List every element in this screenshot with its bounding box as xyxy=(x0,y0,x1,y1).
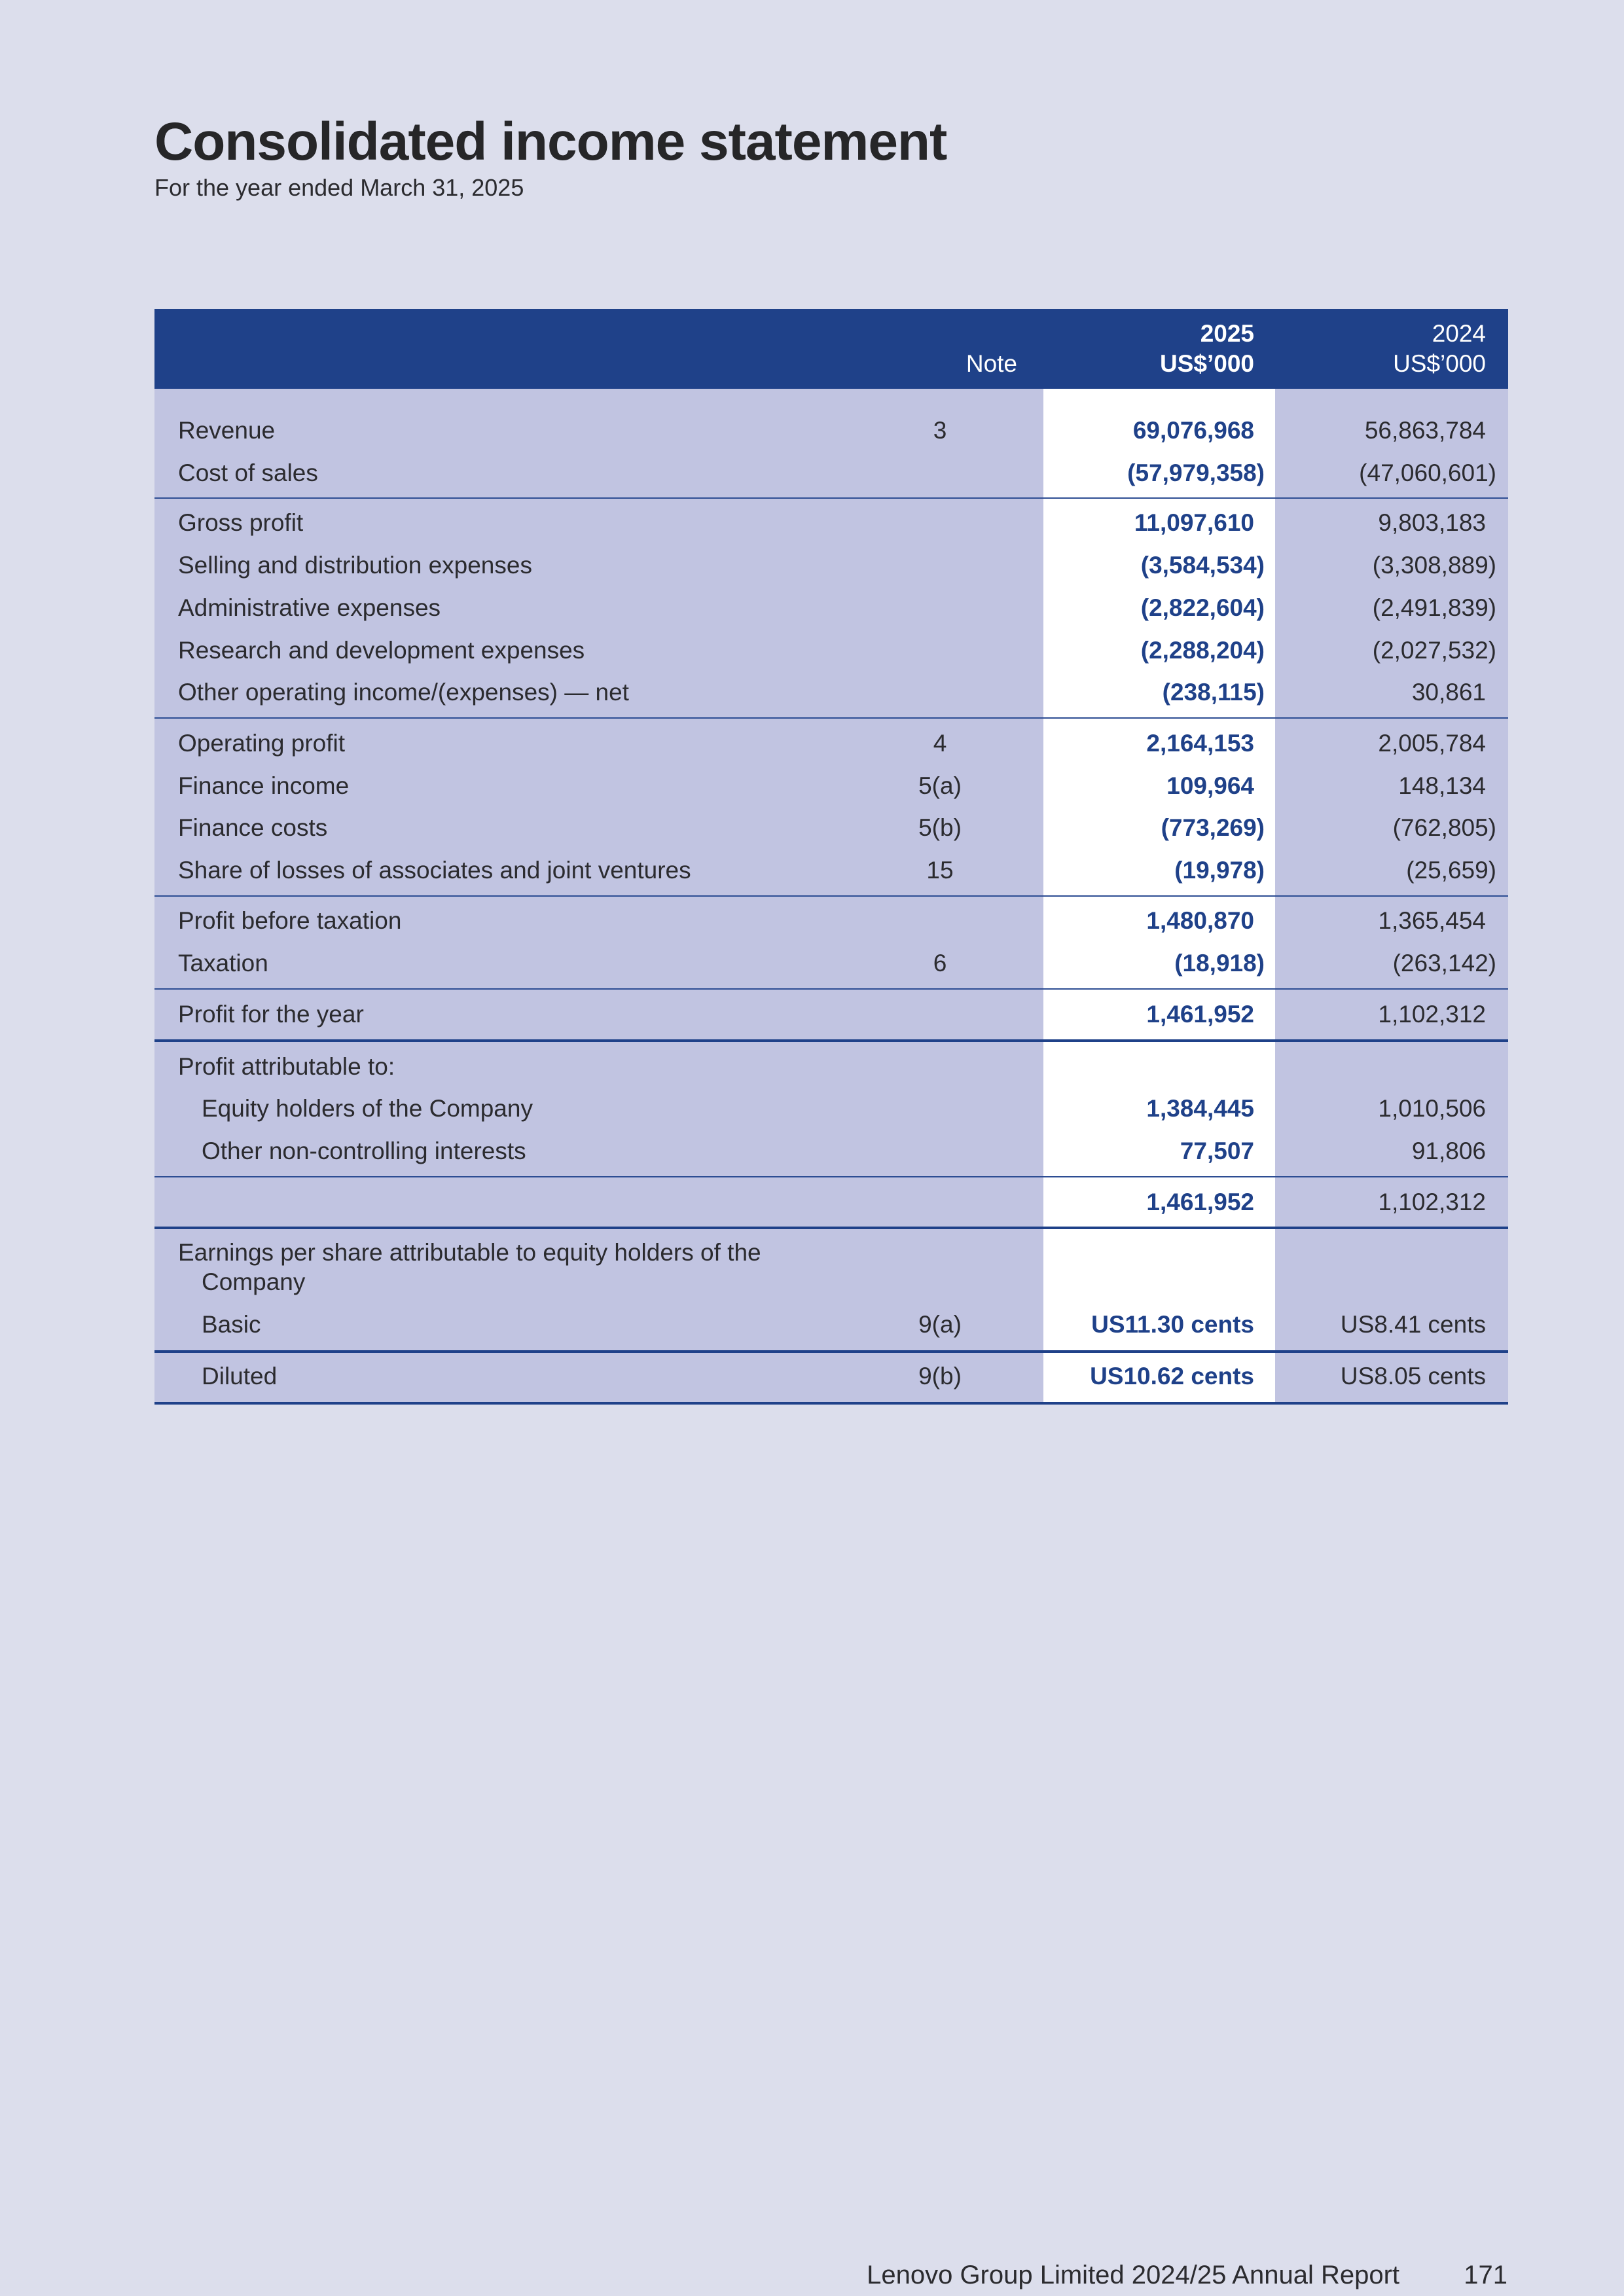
row-current-value: US11.30 cents xyxy=(1091,1311,1254,1338)
row-label: Profit before taxation xyxy=(178,907,402,934)
table-row xyxy=(154,1306,1508,1343)
row-current-value: (19,978) xyxy=(1174,857,1265,884)
table-row xyxy=(154,1358,1508,1395)
header-current-unit: US$’000 xyxy=(1160,350,1254,377)
row-label: Other non-controlling interests xyxy=(202,1138,526,1164)
table-row xyxy=(154,768,1508,804)
table-row xyxy=(154,455,1508,492)
row-current-value: (2,288,204) xyxy=(1140,637,1265,664)
table-row xyxy=(154,1184,1508,1221)
row-current-value: 11,097,610 xyxy=(1134,509,1254,536)
row-note: 9(b) xyxy=(918,1363,962,1390)
table-row xyxy=(154,945,1508,982)
row-current-value: 77,507 xyxy=(1180,1138,1254,1164)
row-label: Diluted xyxy=(202,1363,278,1390)
row-current-value: (2,822,604) xyxy=(1140,594,1265,621)
row-prior-value: (25,659) xyxy=(1406,857,1496,884)
table-row xyxy=(154,674,1508,711)
header-current-year: 2025 xyxy=(1200,320,1254,347)
row-current-value: 69,076,968 xyxy=(1132,417,1254,444)
row-label: Administrative expenses xyxy=(178,594,441,621)
table-row xyxy=(154,547,1508,584)
row-prior-value: 1,010,506 xyxy=(1378,1095,1486,1122)
table-row xyxy=(154,903,1508,939)
footer-report-title: Lenovo Group Limited 2024/25 Annual Report xyxy=(867,2261,1399,2289)
divider xyxy=(154,1039,1508,1042)
row-prior-value: US8.41 cents xyxy=(1340,1311,1486,1338)
row-note: 9(a) xyxy=(918,1311,962,1338)
divider xyxy=(154,988,1508,990)
page-number: 171 xyxy=(1464,2261,1507,2289)
row-label: Finance costs xyxy=(178,814,328,841)
header-prior-unit: US$’000 xyxy=(1393,350,1486,377)
row-note: 5(a) xyxy=(918,772,962,799)
row-prior-value: 2,005,784 xyxy=(1378,730,1486,757)
page-title: Consolidated income statement xyxy=(154,112,947,171)
row-prior-value: 148,134 xyxy=(1398,772,1486,799)
row-current-value: (3,584,534) xyxy=(1140,552,1265,579)
row-note: 6 xyxy=(933,950,947,977)
row-current-value: 1,461,952 xyxy=(1146,1001,1254,1028)
row-label: Selling and distribution expenses xyxy=(178,552,532,579)
row-current-value: (18,918) xyxy=(1174,950,1265,977)
table-row xyxy=(154,632,1508,669)
table-row xyxy=(154,412,1508,449)
row-label: Revenue xyxy=(178,417,276,444)
row-prior-value: (2,491,839) xyxy=(1372,594,1496,621)
row-current-value: 109,964 xyxy=(1166,772,1254,799)
row-current-value: (773,269) xyxy=(1161,814,1265,841)
divider xyxy=(154,717,1508,719)
row-label: Equity holders of the Company xyxy=(202,1095,533,1122)
table-row xyxy=(154,590,1508,626)
row-prior-value: (47,060,601) xyxy=(1359,459,1496,486)
header-prior-year: 2024 xyxy=(1432,320,1486,347)
table-row xyxy=(154,505,1508,541)
row-label: Profit for the year xyxy=(178,1001,364,1028)
row-label: Earnings per share attributable to equity holders of the xyxy=(178,1239,761,1266)
table-row xyxy=(154,725,1508,762)
row-current-value: (57,979,358) xyxy=(1127,459,1265,486)
row-prior-value: 9,803,183 xyxy=(1378,509,1486,536)
table-row xyxy=(154,1133,1508,1170)
row-label: Company xyxy=(202,1268,306,1295)
table-row xyxy=(154,852,1508,889)
row-prior-value: 1,102,312 xyxy=(1378,1001,1486,1028)
row-prior-value: US8.05 cents xyxy=(1340,1363,1486,1390)
table-row xyxy=(154,1264,1508,1300)
row-prior-value: (3,308,889) xyxy=(1372,552,1496,579)
divider xyxy=(154,1227,1508,1229)
row-prior-value: 91,806 xyxy=(1411,1138,1486,1164)
table-row xyxy=(154,1090,1508,1127)
table-row xyxy=(154,996,1508,1033)
divider xyxy=(154,1402,1508,1405)
row-prior-value: 30,861 xyxy=(1411,679,1486,706)
row-label: Profit attributable to: xyxy=(178,1053,395,1080)
row-current-value: 2,164,153 xyxy=(1146,730,1254,757)
row-label: Share of losses of associates and joint ventures xyxy=(178,857,691,884)
table-header xyxy=(154,309,1508,389)
row-label: Other operating income/(expenses) — net xyxy=(178,679,629,706)
row-note: 3 xyxy=(933,417,947,444)
row-prior-value: 56,863,784 xyxy=(1364,417,1486,444)
row-label: Basic xyxy=(202,1311,261,1338)
page-subtitle: For the year ended March 31, 2025 xyxy=(154,174,524,201)
header-note: Note xyxy=(965,350,1017,377)
row-label: Finance income xyxy=(178,772,350,799)
table-row xyxy=(154,810,1508,846)
row-note: 4 xyxy=(933,730,947,757)
row-prior-value: (762,805) xyxy=(1392,814,1496,841)
row-label: Research and development expenses xyxy=(178,637,585,664)
table-row xyxy=(154,1049,1508,1085)
row-current-value: (238,115) xyxy=(1162,679,1265,706)
row-label: Cost of sales xyxy=(178,459,318,486)
row-current-value: US10.62 cents xyxy=(1090,1363,1254,1390)
row-current-value: 1,384,445 xyxy=(1146,1095,1254,1122)
row-label: Operating profit xyxy=(178,730,346,757)
divider xyxy=(154,497,1508,499)
row-current-value: 1,461,952 xyxy=(1146,1189,1254,1215)
divider xyxy=(154,1350,1508,1353)
row-prior-value: (2,027,532) xyxy=(1372,637,1496,664)
row-label: Gross profit xyxy=(178,509,304,536)
row-note: 5(b) xyxy=(918,814,962,841)
row-current-value: 1,480,870 xyxy=(1146,907,1254,934)
divider xyxy=(154,895,1508,897)
row-label: Taxation xyxy=(178,950,268,977)
row-prior-value: 1,102,312 xyxy=(1378,1189,1486,1215)
row-prior-value: (263,142) xyxy=(1392,950,1496,977)
row-note: 15 xyxy=(926,857,954,884)
divider xyxy=(154,1176,1508,1177)
row-prior-value: 1,365,454 xyxy=(1378,907,1486,934)
